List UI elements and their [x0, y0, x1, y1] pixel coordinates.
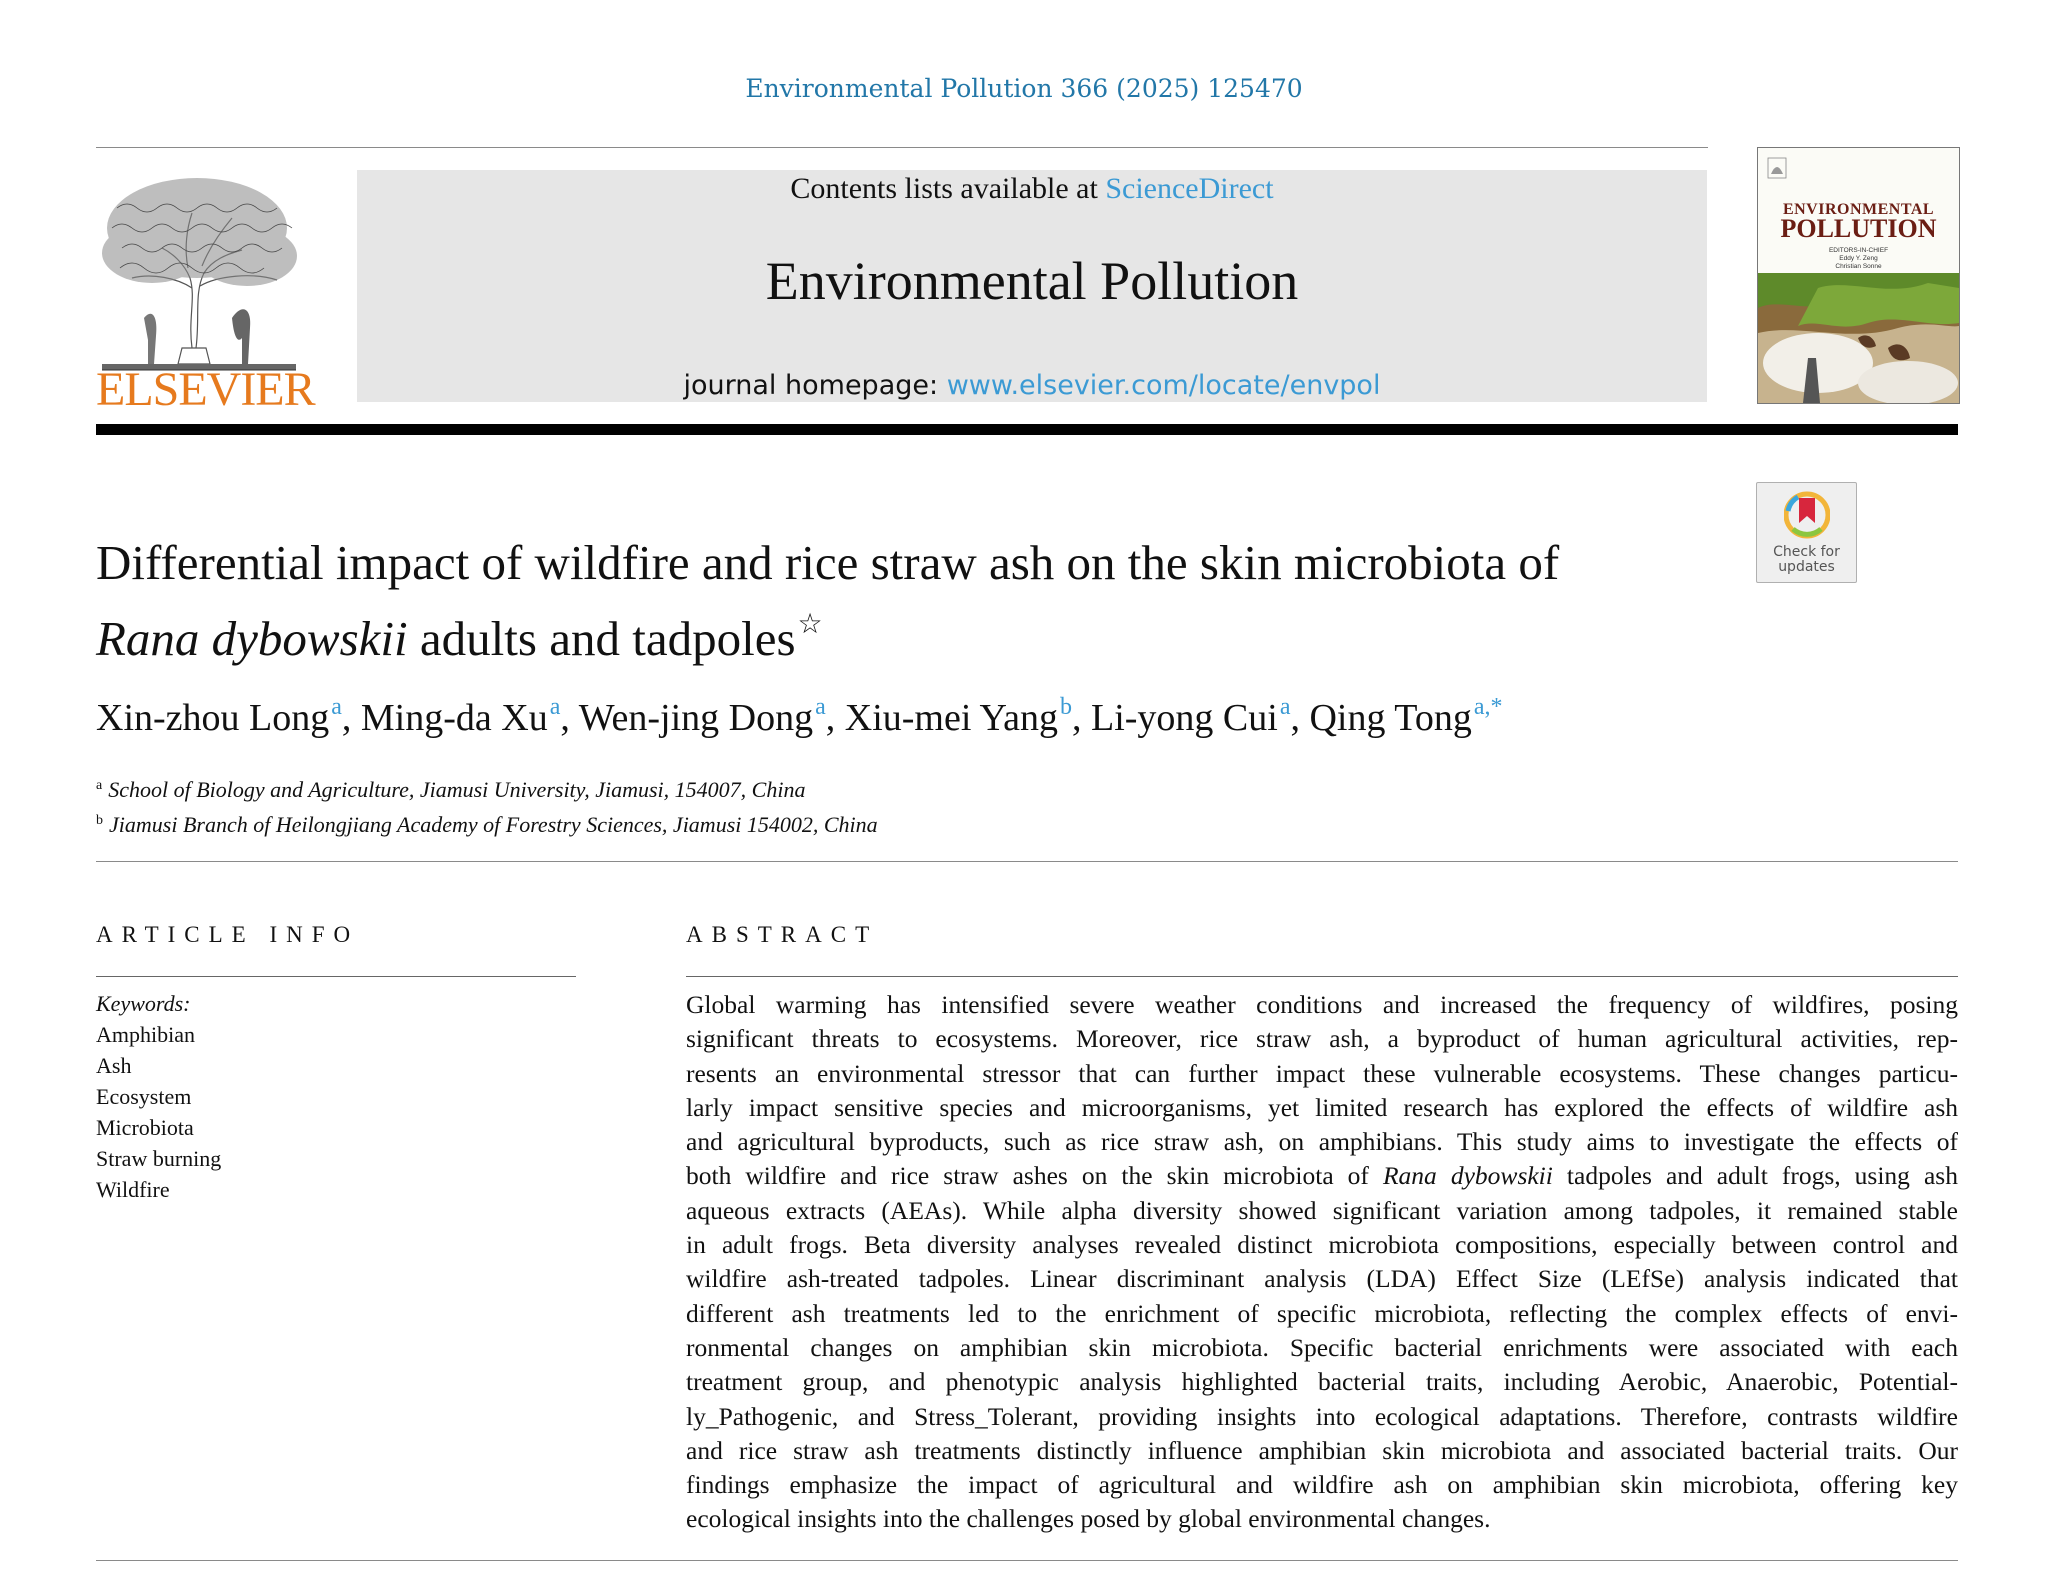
author-name[interactable]: Xin-zhou Long	[96, 697, 330, 739]
journal-citation[interactable]: Environmental Pollution 366 (2025) 125470	[745, 74, 1303, 103]
cover-editors-heading: EDITORS-IN-CHIEF	[1828, 247, 1889, 254]
check-updates-badge-icon	[1784, 489, 1830, 541]
abstract-line: and rice straw ash treatments distinctly influence amphibian skin microbiota and associated bacterial traits. Our	[686, 1435, 1958, 1465]
abstract-line: wildfire ash-treated tadpoles. Linear discriminant analysis (LDA) Effect Size (LEfSe) analysis indicated that	[686, 1264, 1958, 1294]
contents-prefix: Contents lists available at	[790, 172, 1098, 205]
keyword-item[interactable]: Amphibian	[96, 1022, 195, 1047]
keyword-item[interactable]: Microbiota	[96, 1115, 194, 1140]
contents-availability	[357, 170, 1707, 204]
abstract-rule	[686, 976, 1958, 977]
title-footnote-star-icon[interactable]: ☆	[797, 609, 823, 640]
affiliation-item	[96, 770, 878, 805]
affiliation-list	[96, 770, 878, 840]
abstract-line: both wildfire and rice straw ashes on the skin microbiota of Rana dybowskii tadpoles and adult frogs, using ash	[686, 1161, 1958, 1191]
check-for-updates-button[interactable]	[1756, 482, 1857, 583]
article-title	[96, 532, 1736, 670]
abstract-bottom-rule	[96, 1560, 1958, 1561]
author-separator: ,	[1290, 697, 1310, 739]
author-separator: ,	[560, 697, 579, 739]
article-info-rule	[96, 976, 576, 977]
cover-editors	[1758, 247, 1959, 271]
keywords-list	[96, 988, 221, 1205]
author-separator: ,	[341, 697, 361, 739]
title-line-1: Differential impact of wildfire and rice straw ash on the skin microbiota of	[96, 535, 1560, 590]
author-list	[96, 694, 1503, 740]
author-affiliation-mark[interactable]: b	[1059, 694, 1072, 720]
abstract-heading: ABSTRACT	[686, 922, 879, 947]
article-info-heading: ARTICLE INFO	[96, 922, 360, 947]
author-name[interactable]: Li-yong Cui	[1090, 697, 1278, 739]
abstract-line: resents an environmental stressor that can further impact these vulnerable ecosystems. These changes particu-	[686, 1058, 1958, 1088]
abstract-line: significant threats to ecosystems. Moreover, rice straw ash, a byproduct of human agricultural activities, rep-	[686, 1024, 1958, 1054]
sciencedirect-link[interactable]: ScienceDirect	[1105, 172, 1274, 205]
homepage-prefix: journal homepage:	[683, 370, 939, 401]
affiliation-mark: a	[96, 778, 103, 793]
cover-title-line1: ENVIRONMENTAL	[1782, 201, 1935, 218]
abstract-line: treatment group, and phenotypic analysis highlighted bacterial traits, including Aerobic, Anaerobic, Potential-	[686, 1367, 1958, 1397]
journal-cover-thumbnail[interactable]	[1757, 147, 1960, 404]
author-affiliation-mark[interactable]: a	[331, 694, 342, 720]
keyword-item[interactable]: Ash	[96, 1053, 132, 1078]
homepage-link[interactable]: www.elsevier.com/locate/envpol	[946, 370, 1381, 401]
cover-title-line2: POLLUTION	[1780, 214, 1937, 243]
abstract-line: aqueous extracts (AEAs). While alpha diversity showed significant variation among tadpoles, it remained stable	[686, 1195, 1958, 1225]
author-affiliation-mark[interactable]: a	[549, 694, 561, 720]
affiliation-text: School of Biology and Agriculture, Jiamusi University, Jiamusi, 154007, China	[108, 777, 806, 802]
author-affiliation-mark[interactable]: a	[1279, 694, 1291, 720]
author-affiliation-mark[interactable]: a,*	[1473, 694, 1503, 720]
keyword-item[interactable]: Wildfire	[96, 1177, 170, 1202]
author-name[interactable]: Qing Tong	[1309, 697, 1472, 739]
keywords-label: Keywords:	[96, 991, 191, 1016]
header-divider	[96, 147, 1708, 148]
journal-masthead	[357, 170, 1707, 402]
keyword-item[interactable]: Straw burning	[96, 1146, 222, 1171]
author-affiliation-mark[interactable]: a	[815, 694, 826, 720]
journal-homepage	[357, 370, 1707, 401]
cover-editor-2: Christian Sonne	[1835, 263, 1882, 270]
abstract-line: larly impact sensitive species and microorganisms, yet limited research has explored the effects of wildfire ash	[686, 1092, 1958, 1122]
affiliation-mark: b	[96, 813, 103, 828]
abstract-line: ecological insights into the challenges posed by global environmental changes.	[686, 1504, 1491, 1534]
title-line-2	[96, 594, 1736, 670]
title-species-name: Rana dybowskii	[96, 611, 408, 666]
section-divider	[96, 861, 1958, 862]
author-name[interactable]: Wen-jing Dong	[578, 697, 814, 739]
masthead-bottom-rule	[96, 424, 1958, 435]
elsevier-wordmark[interactable]: ELSEVIER	[96, 363, 315, 416]
abstract-line: and agricultural byproducts, such as rice straw ash, on amphibians. This study aims to investigate the effects of	[686, 1127, 1958, 1157]
author-separator: ,	[1071, 697, 1091, 739]
abstract-line: Global warming has intensified severe weather conditions and increased the frequency of wildfires, posing	[686, 990, 1958, 1019]
abstract-body	[686, 988, 1958, 1537]
affiliation-item	[96, 805, 878, 840]
abstract-line: in adult frogs. Beta diversity analyses revealed distinct microbiota compositions, especially between control and	[686, 1230, 1958, 1260]
abstract-line: different ash treatments led to the enrichment of specific microbiota, reflecting the complex effects of envi-	[686, 1298, 1958, 1328]
check-updates-label-line1: Check for	[1773, 544, 1840, 560]
check-updates-label-line2: updates	[1778, 559, 1835, 575]
author-name[interactable]: Xiu-mei Yang	[844, 697, 1058, 739]
author-separator: ,	[825, 697, 845, 739]
cover-artwork-icon	[1758, 148, 1959, 403]
author-name[interactable]: Ming-da Xu	[360, 697, 548, 739]
check-updates-label	[1757, 545, 1856, 575]
abstract-line: ronmental changes on amphibian skin microbiota. Specific bacterial enrichments were associated with each	[686, 1332, 1958, 1362]
cover-editor-1: Eddy Y. Zeng	[1839, 255, 1878, 262]
species-name-italic: Rana dybowskii	[1382, 1161, 1553, 1191]
keyword-item[interactable]: Ecosystem	[96, 1084, 192, 1109]
journal-name: Environmental Pollution	[765, 251, 1299, 311]
abstract-line: ly_Pathogenic, and Stress_Tolerant, providing insights into ecological adaptations. Therefore, contrasts wildfire	[686, 1401, 1958, 1431]
title-rest: adults and tadpoles	[407, 611, 796, 666]
affiliation-text: Jiamusi Branch of Heilongjiang Academy of Forestry Sciences, Jiamusi 154002, China	[109, 812, 878, 837]
abstract-line: findings emphasize the impact of agricultural and wildfire ash on amphibian skin microbiota, offering key	[686, 1470, 1958, 1500]
